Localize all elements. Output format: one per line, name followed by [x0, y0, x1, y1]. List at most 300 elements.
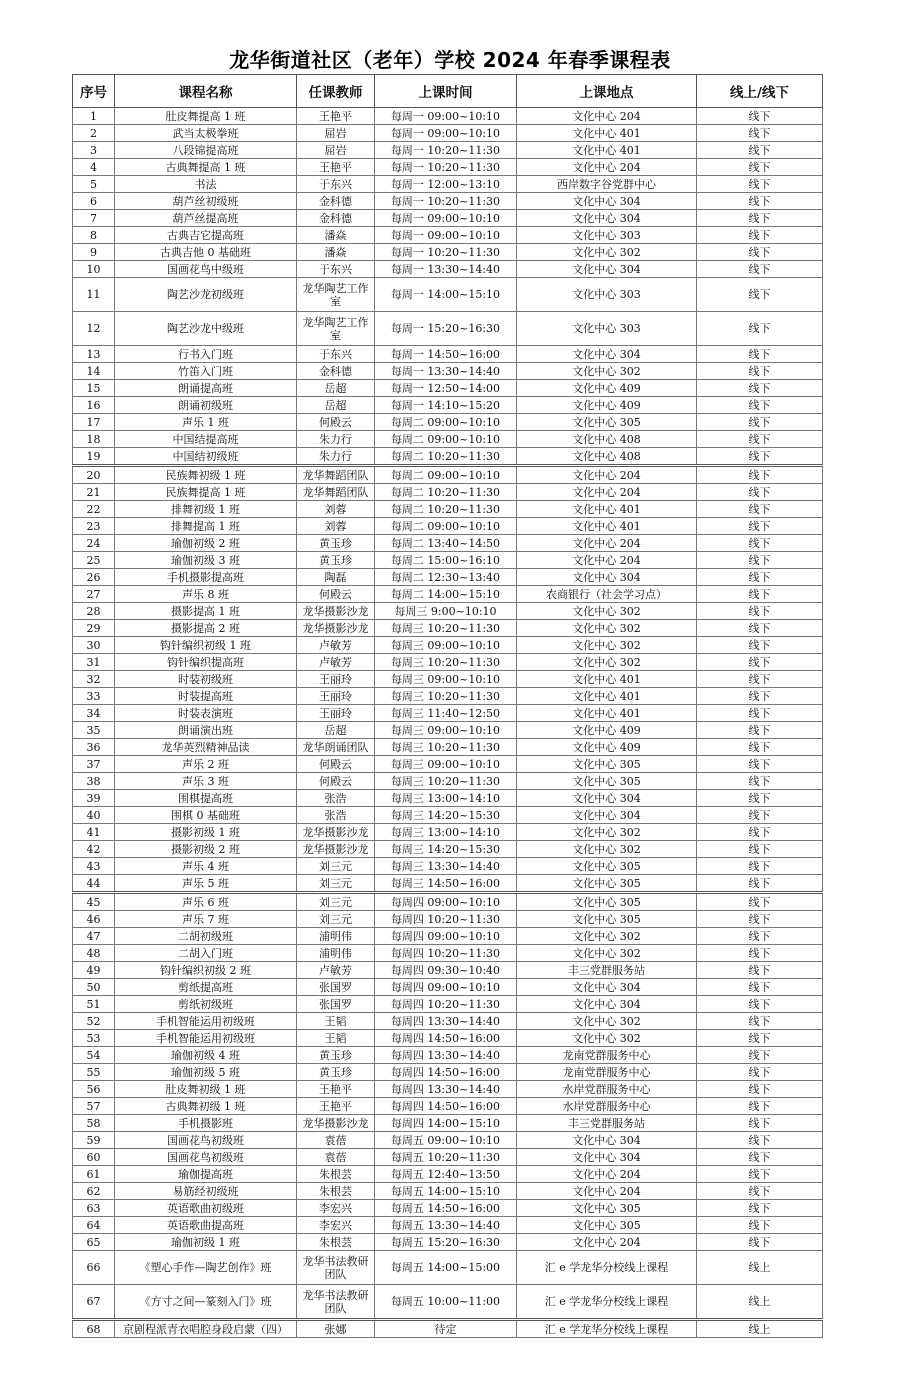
- cell-time: 每周四 14:50~16:00: [375, 1098, 517, 1115]
- cell-index: 18: [73, 431, 115, 448]
- cell-course-name: 排舞初级 1 班: [115, 501, 297, 518]
- table-row: [73, 586, 823, 603]
- cell-mode: 线下: [697, 756, 823, 773]
- cell-teacher: 龙华舞蹈团队: [297, 484, 375, 501]
- cell-location: 丰三党群服务站: [517, 1115, 697, 1132]
- cell-teacher: 刘三元: [297, 911, 375, 928]
- cell-course-name: 瑜伽初级 1 班: [115, 1234, 297, 1251]
- cell-index: 2: [73, 125, 115, 142]
- cell-teacher: 何殿云: [297, 773, 375, 790]
- table-row: [73, 346, 823, 363]
- cell-course-name: 国画花鸟初级班: [115, 1149, 297, 1166]
- cell-mode: 线下: [697, 552, 823, 569]
- cell-mode: 线下: [697, 431, 823, 448]
- cell-location: 汇 e 学龙华分校线上课程: [517, 1285, 697, 1320]
- cell-index: 34: [73, 705, 115, 722]
- cell-teacher: 浦明伟: [297, 928, 375, 945]
- cell-teacher: 于东兴: [297, 176, 375, 193]
- cell-index: 57: [73, 1098, 115, 1115]
- cell-course-name: 古典舞初级 1 班: [115, 1098, 297, 1115]
- cell-location: 文化中心 305: [517, 414, 697, 431]
- table-row: [73, 945, 823, 962]
- cell-course-name: 瑜伽初级 3 班: [115, 552, 297, 569]
- cell-mode: 线下: [697, 586, 823, 603]
- cell-time: 每周四 14:00~15:10: [375, 1115, 517, 1132]
- cell-mode: 线下: [697, 671, 823, 688]
- cell-mode: 线下: [697, 363, 823, 380]
- cell-location: 文化中心 302: [517, 620, 697, 637]
- cell-mode: 线下: [697, 193, 823, 210]
- cell-mode: 线上: [697, 1320, 823, 1338]
- cell-time: 每周三 09:00~10:10: [375, 671, 517, 688]
- table-row: [73, 552, 823, 569]
- cell-index: 10: [73, 261, 115, 278]
- cell-time: 待定: [375, 1320, 517, 1338]
- cell-course-name: 手机智能运用初级班: [115, 1030, 297, 1047]
- cell-mode: 线下: [697, 1149, 823, 1166]
- cell-location: 文化中心 302: [517, 1013, 697, 1030]
- cell-index: 22: [73, 501, 115, 518]
- cell-teacher: 朱根芸: [297, 1234, 375, 1251]
- cell-mode: 线下: [697, 159, 823, 176]
- cell-mode: 线下: [697, 397, 823, 414]
- cell-teacher: 卢敏芳: [297, 637, 375, 654]
- cell-location: 文化中心 401: [517, 688, 697, 705]
- cell-location: 文化中心 305: [517, 756, 697, 773]
- cell-teacher: 岳超: [297, 380, 375, 397]
- cell-mode: 线下: [697, 414, 823, 431]
- cell-course-name: 京剧程派青衣唱腔身段启蒙（四）: [115, 1320, 297, 1338]
- cell-index: 15: [73, 380, 115, 397]
- cell-index: 33: [73, 688, 115, 705]
- table-row: [73, 962, 823, 979]
- cell-teacher: 金科德: [297, 210, 375, 227]
- cell-index: 67: [73, 1285, 115, 1320]
- cell-mode: 线下: [697, 739, 823, 756]
- cell-time: 每周三 10:20~11:30: [375, 688, 517, 705]
- cell-index: 1: [73, 108, 115, 125]
- cell-location: 文化中心 302: [517, 945, 697, 962]
- cell-mode: 线下: [697, 380, 823, 397]
- cell-location: 文化中心 204: [517, 535, 697, 552]
- cell-time: 每周二 10:20~11:30: [375, 484, 517, 501]
- cell-mode: 线下: [697, 261, 823, 278]
- cell-course-name: 葫芦丝初级班: [115, 193, 297, 210]
- cell-mode: 线上: [697, 1285, 823, 1320]
- table-row: [73, 705, 823, 722]
- cell-teacher: 王丽玲: [297, 671, 375, 688]
- cell-index: 43: [73, 858, 115, 875]
- cell-time: 每周五 10:20~11:30: [375, 1149, 517, 1166]
- cell-time: 每周二 09:00~10:10: [375, 431, 517, 448]
- cell-course-name: 朗诵提高班: [115, 380, 297, 397]
- cell-time: 每周四 10:20~11:30: [375, 996, 517, 1013]
- cell-index: 25: [73, 552, 115, 569]
- cell-course-name: 摄影初级 2 班: [115, 841, 297, 858]
- cell-mode: 线下: [697, 518, 823, 535]
- cell-time: 每周一 09:00~10:10: [375, 227, 517, 244]
- cell-index: 61: [73, 1166, 115, 1183]
- cell-time: 每周五 13:30~14:40: [375, 1217, 517, 1234]
- cell-location: 文化中心 302: [517, 654, 697, 671]
- cell-teacher: 龙华摄影沙龙: [297, 841, 375, 858]
- cell-location: 文化中心 305: [517, 893, 697, 911]
- cell-index: 54: [73, 1047, 115, 1064]
- table-row: [73, 227, 823, 244]
- cell-time: 每周三 10:20~11:30: [375, 773, 517, 790]
- cell-teacher: 潘焱: [297, 244, 375, 261]
- cell-course-name: 围棋 0 基础班: [115, 807, 297, 824]
- table-row: [73, 414, 823, 431]
- cell-course-name: 瑜伽初级 2 班: [115, 535, 297, 552]
- cell-course-name: 声乐 4 班: [115, 858, 297, 875]
- cell-course-name: 钩针编织初级 2 班: [115, 962, 297, 979]
- cell-time: 每周一 10:20~11:30: [375, 159, 517, 176]
- cell-time: 每周二 10:20~11:30: [375, 501, 517, 518]
- cell-time: 每周五 14:00~15:00: [375, 1251, 517, 1285]
- cell-time: 每周二 09:00~10:10: [375, 518, 517, 535]
- cell-course-name: 时装提高班: [115, 688, 297, 705]
- cell-teacher: 黄玉珍: [297, 1064, 375, 1081]
- cell-teacher: 金科德: [297, 363, 375, 380]
- cell-mode: 线下: [697, 1132, 823, 1149]
- cell-teacher: 龙华摄影沙龙: [297, 603, 375, 620]
- cell-teacher: 王艳平: [297, 108, 375, 125]
- cell-index: 64: [73, 1217, 115, 1234]
- cell-time: 每周四 13:30~14:40: [375, 1047, 517, 1064]
- cell-course-name: 围棋提高班: [115, 790, 297, 807]
- cell-index: 27: [73, 586, 115, 603]
- cell-time: 每周二 14:00~15:10: [375, 586, 517, 603]
- cell-time: 每周一 13:30~14:40: [375, 363, 517, 380]
- table-row: [73, 244, 823, 261]
- cell-time: 每周二 09:00~10:10: [375, 414, 517, 431]
- cell-location: 文化中心 305: [517, 911, 697, 928]
- cell-mode: 线下: [697, 875, 823, 893]
- cell-mode: 线下: [697, 466, 823, 484]
- cell-mode: 线下: [697, 979, 823, 996]
- table-row: [73, 210, 823, 227]
- cell-location: 文化中心 401: [517, 518, 697, 535]
- cell-teacher: 李宏兴: [297, 1217, 375, 1234]
- cell-location: 文化中心 204: [517, 1166, 697, 1183]
- cell-time: 每周三 9:00~10:10: [375, 603, 517, 620]
- cell-location: 文化中心 302: [517, 244, 697, 261]
- cell-mode: 线下: [697, 911, 823, 928]
- cell-course-name: 瑜伽初级 4 班: [115, 1047, 297, 1064]
- table-row: [73, 176, 823, 193]
- table-header-row: [73, 75, 823, 108]
- cell-index: 47: [73, 928, 115, 945]
- table-row: [73, 911, 823, 928]
- cell-location: 文化中心 305: [517, 1200, 697, 1217]
- cell-time: 每周一 10:20~11:30: [375, 142, 517, 159]
- table-row: [73, 858, 823, 875]
- cell-mode: 线下: [697, 807, 823, 824]
- cell-index: 45: [73, 893, 115, 911]
- cell-course-name: 陶艺沙龙初级班: [115, 278, 297, 312]
- cell-teacher: 陶磊: [297, 569, 375, 586]
- cell-mode: 线下: [697, 1217, 823, 1234]
- cell-course-name: 国画花鸟初级班: [115, 1132, 297, 1149]
- table-row: [73, 875, 823, 893]
- cell-time: 每周三 14:20~15:30: [375, 807, 517, 824]
- cell-location: 文化中心 303: [517, 227, 697, 244]
- cell-location: 水岸党群服务中心: [517, 1098, 697, 1115]
- table-row: [73, 756, 823, 773]
- cell-index: 14: [73, 363, 115, 380]
- table-row: [73, 790, 823, 807]
- cell-course-name: 瑜伽初级 5 班: [115, 1064, 297, 1081]
- cell-mode: 线下: [697, 1030, 823, 1047]
- cell-mode: 线下: [697, 773, 823, 790]
- table-row: [73, 928, 823, 945]
- cell-course-name: 声乐 5 班: [115, 875, 297, 893]
- cell-index: 12: [73, 312, 115, 346]
- cell-course-name: 竹笛入门班: [115, 363, 297, 380]
- cell-mode: 线下: [697, 278, 823, 312]
- cell-time: 每周三 13:30~14:40: [375, 858, 517, 875]
- header-cell-location: 上课地点: [517, 75, 697, 108]
- cell-time: 每周五 14:00~15:10: [375, 1183, 517, 1200]
- cell-time: 每周一 14:10~15:20: [375, 397, 517, 414]
- cell-index: 59: [73, 1132, 115, 1149]
- cell-index: 41: [73, 824, 115, 841]
- cell-time: 每周四 10:20~11:30: [375, 911, 517, 928]
- cell-location: 文化中心 408: [517, 431, 697, 448]
- cell-index: 63: [73, 1200, 115, 1217]
- cell-time: 每周四 09:30~10:40: [375, 962, 517, 979]
- table-row: [73, 1320, 823, 1338]
- cell-index: 40: [73, 807, 115, 824]
- cell-course-name: 《塑心手作—陶艺创作》班: [115, 1251, 297, 1285]
- table-row: [73, 603, 823, 620]
- cell-teacher: 潘焱: [297, 227, 375, 244]
- cell-mode: 线下: [697, 1234, 823, 1251]
- cell-index: 68: [73, 1320, 115, 1338]
- cell-time: 每周一 14:00~15:10: [375, 278, 517, 312]
- cell-mode: 线下: [697, 790, 823, 807]
- cell-location: 文化中心 302: [517, 824, 697, 841]
- cell-teacher: 岳超: [297, 397, 375, 414]
- table-body: [73, 108, 823, 1338]
- table-row: [73, 1149, 823, 1166]
- cell-time: 每周一 10:20~11:30: [375, 244, 517, 261]
- header-cell-time: 上课时间: [375, 75, 517, 108]
- table-row: [73, 1098, 823, 1115]
- cell-teacher: 何殿云: [297, 586, 375, 603]
- cell-teacher: 龙华朗诵团队: [297, 739, 375, 756]
- cell-location: 文化中心 401: [517, 705, 697, 722]
- table-row: [73, 466, 823, 484]
- table-row: [73, 363, 823, 380]
- table-row: [73, 142, 823, 159]
- table-row: [73, 312, 823, 346]
- cell-time: 每周二 12:30~13:40: [375, 569, 517, 586]
- cell-time: 每周二 13:40~14:50: [375, 535, 517, 552]
- table-row: [73, 722, 823, 739]
- cell-teacher: 岳超: [297, 722, 375, 739]
- table-row: [73, 1115, 823, 1132]
- cell-teacher: 卢敏芳: [297, 654, 375, 671]
- cell-mode: 线下: [697, 688, 823, 705]
- cell-location: 文化中心 304: [517, 1132, 697, 1149]
- page-title: 龙华街道社区（老年）学校 2024 年春季课程表: [229, 48, 671, 72]
- cell-location: 文化中心 409: [517, 380, 697, 397]
- cell-mode: 线下: [697, 142, 823, 159]
- cell-index: 11: [73, 278, 115, 312]
- cell-index: 52: [73, 1013, 115, 1030]
- cell-time: 每周二 15:00~16:10: [375, 552, 517, 569]
- cell-location: 文化中心 304: [517, 790, 697, 807]
- cell-course-name: 声乐 2 班: [115, 756, 297, 773]
- cell-course-name: 民族舞提高 1 班: [115, 484, 297, 501]
- cell-location: 文化中心 401: [517, 501, 697, 518]
- cell-location: 文化中心 304: [517, 807, 697, 824]
- cell-location: 文化中心 302: [517, 637, 697, 654]
- cell-course-name: 民族舞初级 1 班: [115, 466, 297, 484]
- cell-teacher: 袁蓓: [297, 1149, 375, 1166]
- cell-course-name: 古典吉他 0 基础班: [115, 244, 297, 261]
- cell-index: 53: [73, 1030, 115, 1047]
- table-row: [73, 1217, 823, 1234]
- cell-course-name: 声乐 3 班: [115, 773, 297, 790]
- cell-time: 每周四 09:00~10:10: [375, 893, 517, 911]
- cell-teacher: 王艳平: [297, 1081, 375, 1098]
- cell-location: 文化中心 204: [517, 1234, 697, 1251]
- table-row: [73, 996, 823, 1013]
- cell-course-name: 声乐 6 班: [115, 893, 297, 911]
- cell-course-name: 英语歌曲提高班: [115, 1217, 297, 1234]
- cell-mode: 线下: [697, 996, 823, 1013]
- cell-mode: 线下: [697, 210, 823, 227]
- table-row: [73, 739, 823, 756]
- cell-teacher: 龙华书法教研团队: [297, 1251, 375, 1285]
- cell-time: 每周一 09:00~10:10: [375, 125, 517, 142]
- cell-teacher: 王艳平: [297, 159, 375, 176]
- cell-location: 农商银行（社会学习点）: [517, 586, 697, 603]
- table-row: [73, 979, 823, 996]
- cell-teacher: 屈岩: [297, 142, 375, 159]
- cell-course-name: 钩针编织初级 1 班: [115, 637, 297, 654]
- table-row: [73, 1183, 823, 1200]
- cell-mode: 线下: [697, 484, 823, 501]
- header-cell-mode: 线上/线下: [697, 75, 823, 108]
- table-row: [73, 841, 823, 858]
- cell-index: 37: [73, 756, 115, 773]
- cell-mode: 线下: [697, 535, 823, 552]
- cell-teacher: 刘三元: [297, 893, 375, 911]
- cell-time: 每周一 10:20~11:30: [375, 193, 517, 210]
- cell-course-name: 葫芦丝提高班: [115, 210, 297, 227]
- cell-mode: 线下: [697, 1013, 823, 1030]
- cell-teacher: 龙华舞蹈团队: [297, 466, 375, 484]
- cell-course-name: 剪纸提高班: [115, 979, 297, 996]
- cell-teacher: 袁蓓: [297, 1132, 375, 1149]
- cell-teacher: 龙华书法教研团队: [297, 1285, 375, 1320]
- cell-teacher: 黄玉珍: [297, 552, 375, 569]
- cell-course-name: 钩针编织提高班: [115, 654, 297, 671]
- cell-location: 文化中心 302: [517, 603, 697, 620]
- table-row: [73, 807, 823, 824]
- cell-mode: 线下: [697, 244, 823, 261]
- cell-teacher: 张国罗: [297, 996, 375, 1013]
- cell-index: 51: [73, 996, 115, 1013]
- cell-time: 每周三 09:00~10:10: [375, 756, 517, 773]
- cell-time: 每周四 14:50~16:00: [375, 1064, 517, 1081]
- cell-location: 文化中心 401: [517, 142, 697, 159]
- cell-course-name: 瑜伽提高班: [115, 1166, 297, 1183]
- cell-location: 文化中心 204: [517, 484, 697, 501]
- cell-time: 每周三 09:00~10:10: [375, 637, 517, 654]
- cell-time: 每周五 14:50~16:00: [375, 1200, 517, 1217]
- table-row: [73, 1234, 823, 1251]
- cell-mode: 线下: [697, 637, 823, 654]
- cell-time: 每周三 13:00~14:10: [375, 790, 517, 807]
- cell-mode: 线下: [697, 501, 823, 518]
- table-row: [73, 535, 823, 552]
- cell-course-name: 二胡入门班: [115, 945, 297, 962]
- cell-mode: 线下: [697, 722, 823, 739]
- cell-teacher: 龙华摄影沙龙: [297, 824, 375, 841]
- cell-time: 每周一 13:30~14:40: [375, 261, 517, 278]
- cell-course-name: 八段锦提高班: [115, 142, 297, 159]
- cell-location: 水岸党群服务中心: [517, 1081, 697, 1098]
- cell-index: 7: [73, 210, 115, 227]
- cell-index: 8: [73, 227, 115, 244]
- cell-time: 每周三 14:20~15:30: [375, 841, 517, 858]
- cell-index: 30: [73, 637, 115, 654]
- cell-index: 17: [73, 414, 115, 431]
- cell-teacher: 张娜: [297, 1320, 375, 1338]
- cell-teacher: 王韬: [297, 1030, 375, 1047]
- cell-mode: 线下: [697, 858, 823, 875]
- cell-index: 58: [73, 1115, 115, 1132]
- cell-index: 29: [73, 620, 115, 637]
- cell-index: 56: [73, 1081, 115, 1098]
- cell-time: 每周四 13:30~14:40: [375, 1081, 517, 1098]
- cell-index: 49: [73, 962, 115, 979]
- table-row: [73, 1081, 823, 1098]
- cell-mode: 线下: [697, 227, 823, 244]
- table-row: [73, 1285, 823, 1320]
- header-cell-course: 课程名称: [115, 75, 297, 108]
- cell-mode: 线下: [697, 1098, 823, 1115]
- cell-index: 44: [73, 875, 115, 893]
- cell-index: 32: [73, 671, 115, 688]
- cell-mode: 线下: [697, 945, 823, 962]
- cell-time: 每周五 10:00~11:00: [375, 1285, 517, 1320]
- header-cell-teacher: 任课教师: [297, 75, 375, 108]
- cell-mode: 线下: [697, 620, 823, 637]
- table-row: [73, 159, 823, 176]
- cell-mode: 线下: [697, 1115, 823, 1132]
- cell-location: 文化中心 305: [517, 1217, 697, 1234]
- cell-time: 每周一 12:50~14:00: [375, 380, 517, 397]
- cell-mode: 线下: [697, 824, 823, 841]
- cell-index: 4: [73, 159, 115, 176]
- cell-mode: 线下: [697, 654, 823, 671]
- cell-index: 6: [73, 193, 115, 210]
- cell-time: 每周一 12:00~13:10: [375, 176, 517, 193]
- cell-time: 每周四 13:30~14:40: [375, 1013, 517, 1030]
- table-row: [73, 501, 823, 518]
- cell-teacher: 李宏兴: [297, 1200, 375, 1217]
- cell-index: 39: [73, 790, 115, 807]
- cell-teacher: 刘三元: [297, 875, 375, 893]
- cell-course-name: 古典舞提高 1 班: [115, 159, 297, 176]
- table-row: [73, 193, 823, 210]
